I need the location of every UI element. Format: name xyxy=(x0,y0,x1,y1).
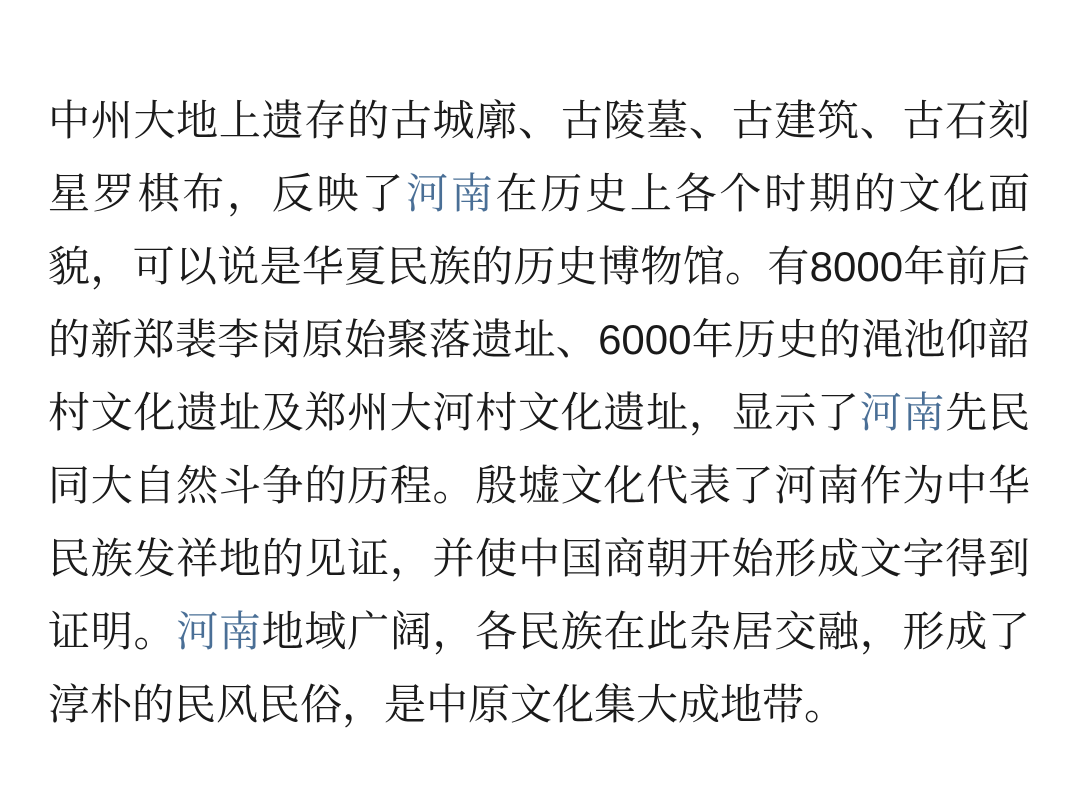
article-paragraph xyxy=(48,84,1030,741)
paragraph-segment-6: 地域广阔，各民族在此杂居交融，形成了淳朴的民风民俗，是中原文化集大成地带。 xyxy=(48,608,1030,728)
paragraph-segment-2: 在历史上各个时期的文化面貌，可以说是华夏民族的历史博物馆。有8000年前后的新郑裴李岗原始聚落遗址、6000年历史的渑池仰韶村文化遗址及郑州大河村文化遗址，显示了 xyxy=(48,170,1030,436)
link-henan-3[interactable]: 河南 xyxy=(176,608,262,655)
paragraph-segment-0: 中州大地上遗存的古城廓、古陵墓、古建筑、古石刻星罗棋布，反映了 xyxy=(48,97,1030,217)
link-henan-1[interactable]: 河南 xyxy=(406,170,496,217)
paragraph-segment-4: 先民同大自然斗争的历程。殷墟文化代表了河南作为中华民族发祥地的见证，并使中国商朝开始形成文字得到证明。 xyxy=(48,389,1030,655)
link-henan-2[interactable]: 河南 xyxy=(859,389,946,436)
